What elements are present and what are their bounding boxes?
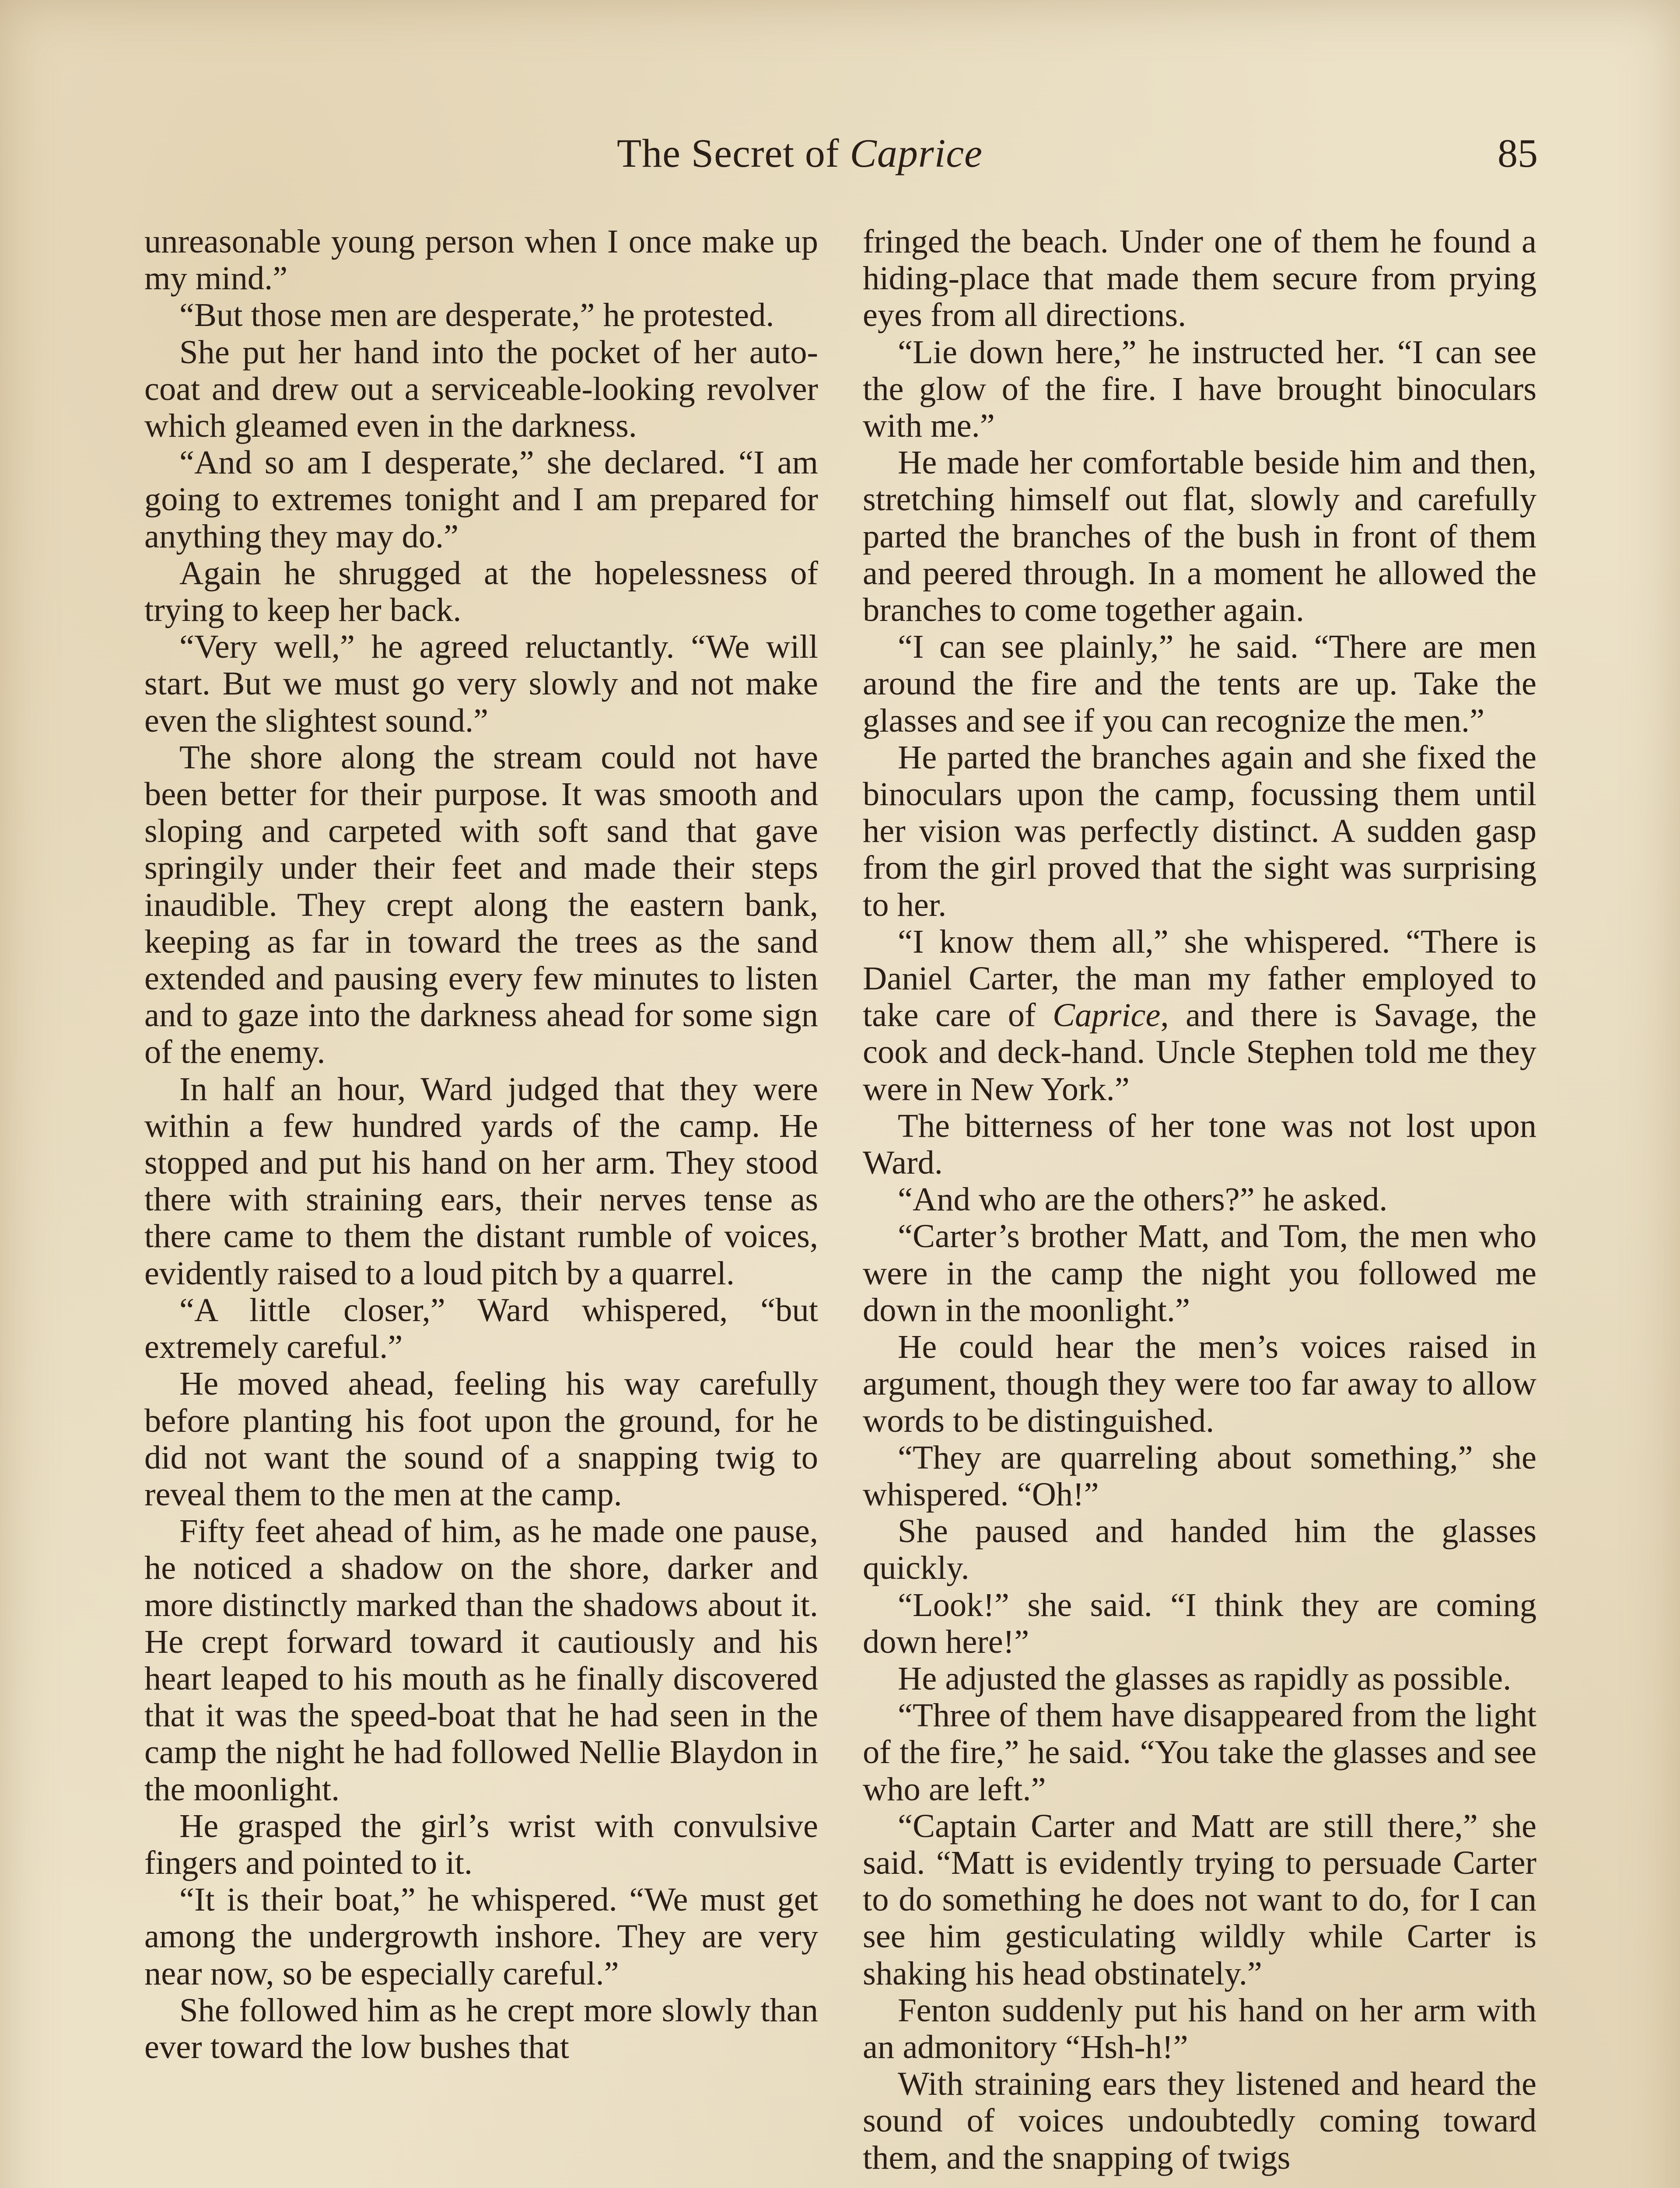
- paragraph: “Very well,” he agreed reluctantly. “We will start. But we must go very slowly and not make even the slightest sound.”: [144, 628, 818, 739]
- running-header: [144, 127, 1538, 188]
- paragraph: “It is their boat,” he whispered. “We must get among the undergrowth inshore. They are very near now, so be especially careful.”: [144, 1881, 818, 1992]
- text-run: “I know them all,” she whispered. “There is Daniel Carter, the man my father employed to take care of: [863, 922, 1536, 1034]
- paragraph: She followed him as he crept more slowly than ever toward the low bushes that: [144, 1991, 818, 2065]
- paragraph: In half an hour, Ward judged that they were within a few hundred yards of the camp. He stopped and put his hand on her arm. They stood there with straining ears, their nerves tense as there came to them the distant rumble of voices, evidently raised to a loud pitch by a quarrel.: [144, 1070, 818, 1292]
- text-run: , and there is Savage, the cook and deck-hand. Uncle Stephen told me they were in New York.”: [863, 996, 1536, 1108]
- paragraph: He grasped the girl’s wrist with convulsive fingers and pointed to it.: [144, 1807, 818, 1881]
- italic-boat-name: Caprice: [1053, 996, 1161, 1034]
- left-column: [144, 223, 818, 2065]
- paragraph: “I can see plainly,” he said. “There are men around the fire and the tents are up. Take the glasses and see if you can recognize the men.”: [863, 628, 1536, 739]
- paragraph-with-italic: [863, 923, 1536, 1108]
- running-title-prefix: The Secret of: [617, 131, 850, 175]
- paragraph: Again he shrugged at the hopelessness of trying to keep her back.: [144, 554, 818, 629]
- paragraph: She paused and handed him the glasses quickly.: [863, 1512, 1536, 1587]
- paragraph: He could hear the men’s voices raised in argument, though they were too far away to allow words to be distinguished.: [863, 1328, 1536, 1439]
- paragraph: “Lie down here,” he instructed her. “I can see the glow of the fire. I have brought binoculars with me.”: [863, 333, 1536, 445]
- running-title-italic: Caprice: [850, 131, 983, 175]
- paragraph: “A little closer,” Ward whispered, “but extremely careful.”: [144, 1291, 818, 1366]
- running-title: [617, 127, 983, 179]
- paragraph: The bitterness of her tone was not lost upon Ward.: [863, 1107, 1536, 1182]
- paragraph: “And so am I desperate,” she declared. “I am going to extremes tonight and I am prepared for anything they may do.”: [144, 444, 818, 555]
- paragraph: With straining ears they listened and heard the sound of voices undoubtedly coming toward them, and the snapping of twigs: [863, 2065, 1536, 2176]
- paragraph: He made her comfortable beside him and then, stretching himself out flat, slowly and carefully parted the branches of the bush in front of them and peered through. In a moment he allowed the branches to come together again.: [863, 444, 1536, 629]
- paragraph: He adjusted the glasses as rapidly as possible.: [898, 1659, 1512, 1697]
- paragraph: The shore along the stream could not have been better for their purpose. It was smooth and sloping and carpeted with soft sand that gave springily under their feet and made their steps inaudible. They crept along the eastern bank, keeping as far in toward the trees as the sand extended and pausing every few minutes to listen and to gaze into the darkness ahead for some sign of the enemy.: [144, 738, 818, 1071]
- paragraph: He moved ahead, feeling his way carefully before planting his foot upon the ground, for he did not want the sound of a snapping twig to reveal them to the men at the camp.: [144, 1365, 818, 1513]
- paragraph: “But those men are desperate,” he protested.: [179, 296, 774, 334]
- page-number: 85: [1498, 131, 1538, 175]
- paragraph: Fifty feet ahead of him, as he made one pause, he noticed a shadow on the shore, darker and more distinctly marked than the shadows about it. He crept forward toward it cautiously and his heart leaped to his mouth as he finally discovered that it was the speed-boat that he had seen in the camp the night he had followed Nellie Blaydon in the moonlight.: [144, 1512, 818, 1808]
- paragraph: fringed the beach. Under one of them he found a hiding-place that made them secure from prying eyes from all directions.: [863, 223, 1536, 334]
- right-column: [863, 223, 1536, 2176]
- paragraph: “Look!” she said. “I think they are coming down here!”: [863, 1586, 1536, 1660]
- paragraph: She put her hand into the pocket of her auto-coat and drew out a serviceable-looking revolver which gleamed even in the darkness.: [144, 333, 818, 445]
- paragraph: Fenton suddenly put his hand on her arm with an admonitory “Hsh-h!”: [863, 1991, 1536, 2065]
- paragraph: “Three of them have disappeared from the light of the fire,” he said. “You take the glasses and see who are left.”: [863, 1697, 1536, 1808]
- paragraph: unreasonable young person when I once make up my mind.”: [144, 223, 818, 297]
- paragraph: “Captain Carter and Matt are still there,” she said. “Matt is evidently trying to persuade Carter to do something he does not want to do, for I can see him gesticulating wildly while Carter is shaking his head obstinately.”: [863, 1807, 1536, 1992]
- paragraph: “And who are the others?” he asked.: [898, 1181, 1388, 1218]
- paragraph: “They are quarreling about something,” she whispered. “Oh!”: [863, 1438, 1536, 1513]
- paragraph: “Carter’s brother Matt, and Tom, the men who were in the camp the night you followed me down in the moonlight.”: [863, 1217, 1536, 1329]
- paragraph: He parted the branches again and she fixed the binoculars upon the camp, focussing them until her vision was perfectly distinct. A sudden gasp from the girl proved that the sight was surprising to her.: [863, 738, 1536, 923]
